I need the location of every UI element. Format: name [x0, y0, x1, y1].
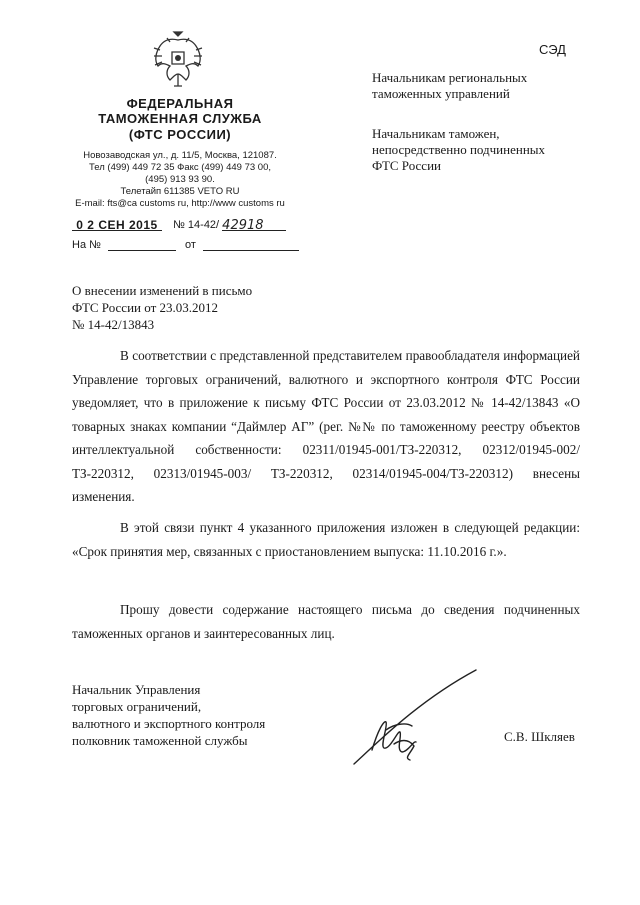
org-name-line3: (ФТС РОССИИ): [128, 127, 232, 142]
paragraph-text: В соответствии с представленной представителем правообладателя информацией Управление торговых ограничений, валютного и экспортного контроля ФТС России уведомляет, что в приложение к письму ФТС России от 23.03.2012 № 14-42/13843 «О товарных знаках компании “Даймлер АГ” (рег. №№ по таможенному реестру объектов интеллектуальной собственности: 02311/01945-001/ТЗ-220312, 02312/01945-002/ТЗ-220312, 02313/01945-003/ ТЗ-220312, 02314/01945-004/ТЗ-220312) внесены изменения.: [72, 348, 580, 504]
contact-line: Тел (499) 449 72 35 Факс (499) 449 73 00,: [88, 162, 272, 173]
addressee-customs: [372, 126, 545, 174]
registration-line: [72, 218, 286, 231]
reference-line: [72, 238, 299, 251]
subject-line: ФТС России от 23.03.2012: [72, 300, 219, 315]
body-paragraph-2: [72, 516, 580, 563]
contact-line: Телетайп 611385 VETO RU: [120, 186, 240, 197]
paragraph-text: В этой связи пункт 4 указанного приложения изложен в следующей редакции: «Срок принятия мер, связанных с приостановлением выпуска: 11.10.2016 г.».: [72, 520, 580, 559]
signer-name: С.В. Шкляев: [504, 729, 575, 744]
body-paragraph-1: [72, 344, 580, 509]
signature-title-line: полковник таможенной службы: [72, 733, 248, 748]
reference-date-blank: [203, 238, 299, 251]
signature-title-block: [72, 681, 265, 749]
signature-title-line: торговых ограничений,: [72, 699, 202, 714]
subject-line: № 14-42/13843: [72, 317, 155, 332]
addressee-line: таможенных управлений: [372, 86, 510, 101]
emblem-icon: [150, 30, 206, 92]
reference-date-label: от: [185, 239, 196, 251]
addressee-line: Начальникам региональных: [372, 70, 528, 85]
handwritten-signature: [350, 660, 480, 770]
paragraph-text: Прошу довести содержание настоящего письма до сведения подчиненных таможенных органов и заинтересованных лиц.: [72, 602, 580, 641]
sed-mark: СЭД: [539, 42, 566, 57]
contact-line: E-mail: fts@ca customs ru, http://www customs ru: [75, 198, 285, 209]
contact-line: Новозаводская ул., д. 11/5, Москва, 121087.: [83, 150, 277, 161]
addressee-line: непосредственно подчиненных: [372, 142, 546, 157]
addressee-line: ФТС России: [372, 158, 441, 173]
org-name-line2: ТАМОЖЕННАЯ СЛУЖБА: [98, 111, 262, 126]
signature-title-line: валютного и экспортного контроля: [72, 716, 266, 731]
document-number-prefix: № 14-42/: [173, 219, 220, 231]
contacts-block: [40, 150, 320, 210]
document-date: 0 2 СЕН 2015: [72, 218, 162, 231]
addressee-regional: [372, 70, 527, 102]
signature-title-line: Начальник Управления: [72, 682, 201, 697]
body-paragraph-3: [72, 598, 580, 645]
subject-block: [72, 282, 252, 333]
contact-line: (495) 913 93 90.: [145, 174, 215, 185]
reference-number-label: На №: [72, 239, 101, 251]
org-name-line1: ФЕДЕРАЛЬНАЯ: [126, 96, 234, 111]
document-number-handwritten: 42918: [222, 218, 286, 231]
reference-number-blank: [108, 238, 176, 251]
subject-line: О внесении изменений в письмо: [72, 283, 253, 298]
addressee-line: Начальникам таможен,: [372, 126, 500, 141]
